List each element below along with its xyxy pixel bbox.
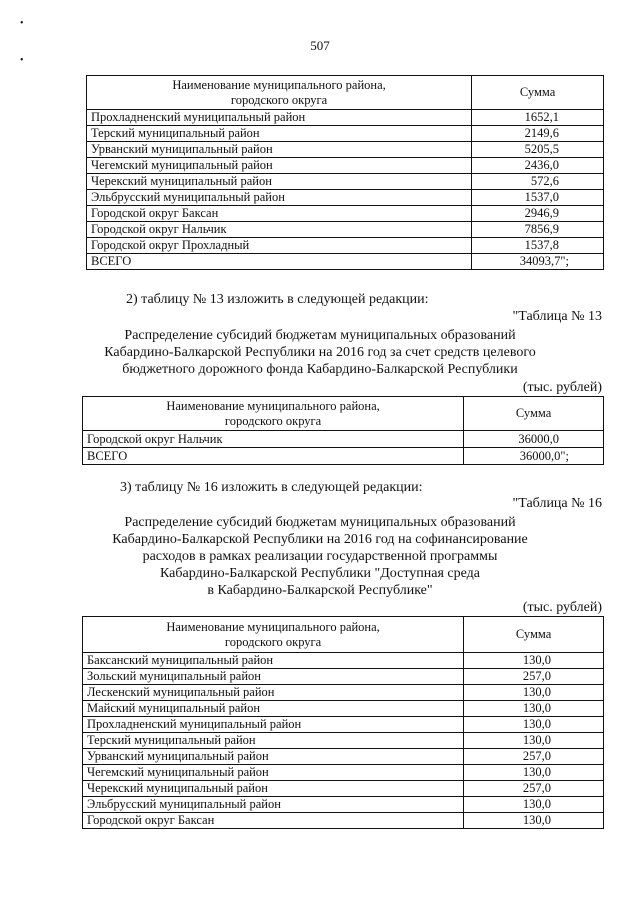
table-row: Городской округ Нальчик 7856,9 [87, 222, 604, 238]
table-row: Терский муниципальный район 130,0 [83, 733, 604, 749]
table-row: Прохладненский муниципальный район 1652,1 [87, 110, 604, 126]
total-row: ВСЕГО 36000,0"; [83, 448, 604, 465]
table-row: Черекский муниципальный район 572,6 [87, 174, 604, 190]
table-row: Городской округ Прохладный 1537,8 [87, 238, 604, 254]
header-sum: Сумма [472, 76, 604, 110]
scan-mark: • [20, 18, 24, 29]
table-row: Эльбрусский муниципальный район 130,0 [83, 797, 604, 813]
section-3-title-line: Кабардино-Балкарской Республики "Доступная среда [160, 566, 480, 581]
table-row: Чегемский муниципальный район 2436,0 [87, 158, 604, 174]
section-3-intro: 3) таблицу № 16 изложить в следующей редакции: [120, 480, 423, 495]
section-3-title-line: Кабардино-Балкарской Республики на 2016 год на софинансирование [112, 532, 528, 547]
table-16-label: "Таблица № 16 [512, 496, 602, 511]
page-number: 507 [310, 38, 330, 53]
table-row: Урванский муниципальный район 257,0 [83, 749, 604, 765]
header-name: Наименование муниципального района, городского округа [83, 617, 464, 653]
table-row: Урванский муниципальный район 5205,5 [87, 142, 604, 158]
table-row: Городской округ Баксан 130,0 [83, 813, 604, 829]
section-3-title-line: расходов в рамках реализации государственной программы [142, 549, 498, 564]
header-name: Наименование муниципального района, городского округа [87, 76, 472, 110]
table-13-label: "Таблица № 13 [512, 309, 602, 324]
section-2-title-line: Распределение субсидий бюджетам муниципальных образований [124, 328, 516, 343]
table-3 [82, 616, 604, 829]
table-2 [82, 396, 604, 465]
section-2-title-line: бюджетного дорожного фонда Кабардино-Балкарской Республики [122, 362, 518, 377]
table-row: Майский муниципальный район 130,0 [83, 701, 604, 717]
scan-mark: • [20, 55, 24, 66]
table-row: Черекский муниципальный район 257,0 [83, 781, 604, 797]
section-3-units: (тыс. рублей) [522, 600, 602, 615]
table-row: Баксанский муниципальный район 130,0 [83, 653, 604, 669]
table-row: Чегемский муниципальный район 130,0 [83, 765, 604, 781]
table-1 [86, 75, 604, 270]
table-row: Прохладненский муниципальный район 130,0 [83, 717, 604, 733]
table-row: Городской округ Нальчик 36000,0 [83, 431, 604, 448]
table-row: Лескенский муниципальный район 130,0 [83, 685, 604, 701]
section-3-title-line: в Кабардино-Балкарской Республике" [207, 583, 433, 598]
header-name: Наименование муниципального района, городского округа [83, 397, 464, 431]
section-3-title-line: Распределение субсидий бюджетам муниципальных образований [124, 515, 516, 530]
total-row: ВСЕГО 34093,7"; [87, 254, 604, 270]
table-row: Эльбрусский муниципальный район 1537,0 [87, 190, 604, 206]
table-row: Зольский муниципальный район 257,0 [83, 669, 604, 685]
section-2-title-line: Кабардино-Балкарской Республики на 2016 год за счет средств целевого [104, 345, 536, 360]
table-row: Городской округ Баксан 2946,9 [87, 206, 604, 222]
table-row: Терский муниципальный район 2149,6 [87, 126, 604, 142]
header-sum: Сумма [464, 397, 604, 431]
header-sum: Сумма [464, 617, 604, 653]
section-2-units: (тыс. рублей) [522, 380, 602, 395]
section-2-intro: 2) таблицу № 13 изложить в следующей редакции: [126, 292, 429, 307]
